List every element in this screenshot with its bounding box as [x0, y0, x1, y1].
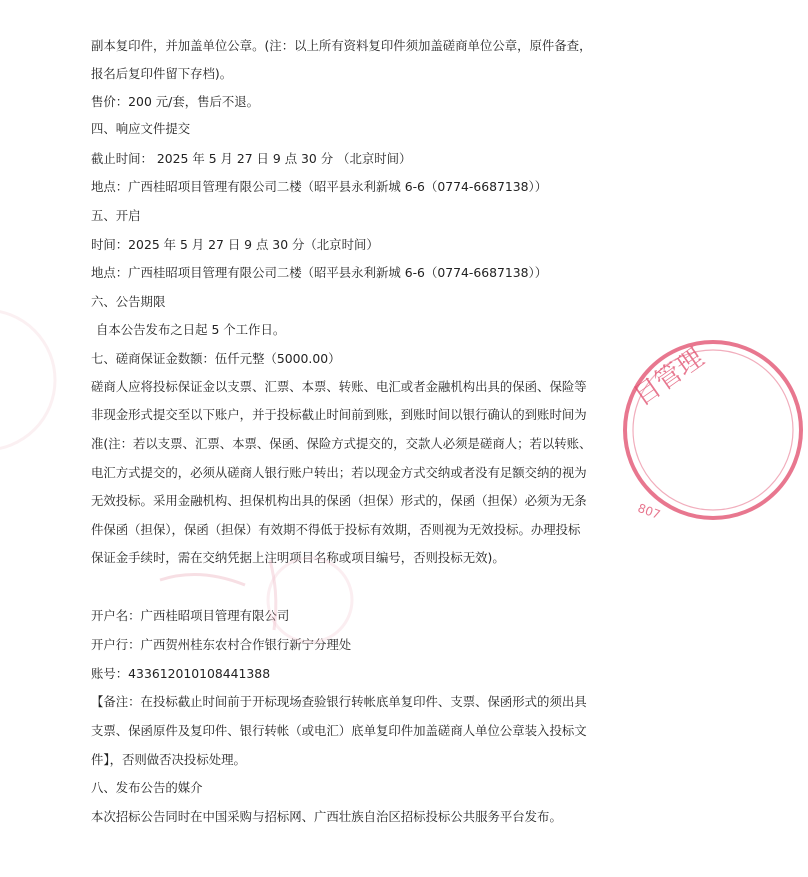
text-line: 准(注：若以支票、汇票、本票、保函、保险方式提交的，交款人必须是磋商人；若以转账、 — [91, 436, 592, 451]
faint-left-seal — [0, 300, 60, 460]
text-line: 账号：433612010108441388 — [91, 666, 271, 681]
text-line: 报名后复印件留下存档)。 — [91, 66, 233, 81]
text-line: 电汇方式提交的，必须从磋商人银行账户转出；若以现金方式交纳或者没有足额交纳的视为 — [91, 465, 587, 480]
text-line: 支票、保函原件及复印件、银行转帐（或电汇）底单复印件加盖磋商人单位公章装入投标文 — [91, 723, 587, 738]
text-line: 无效投标。采用金融机构、担保机构出具的保函（担保）形式的，保函（担保）必须为无条 — [91, 493, 587, 508]
text-line: 时间：2025 年 5 月 27 日 9 点 30 分（北京时间） — [91, 237, 379, 252]
text-line: 地点：广西桂昭项目管理有限公司二楼（昭平县永利新城 6-6（0774-6687138）） — [91, 179, 548, 194]
text-line: 本次招标公告同时在中国采购与招标网、广西壮族自治区招标投标公共服务平台发布。 — [91, 809, 562, 824]
official-seal-stamp — [618, 335, 808, 525]
section-heading: 八、发布公告的媒介 — [91, 780, 203, 795]
text-line: 地点：广西桂昭项目管理有限公司二楼（昭平县永利新城 6-6（0774-6687138）） — [91, 265, 548, 280]
text-line: 件保函（担保），保函（担保）有效期不得低于投标有效期，否则视为无效投标。办理投标 — [91, 522, 581, 537]
section-heading: 七、磋商保证金数额：伍仟元整（5000.00） — [91, 351, 341, 366]
text-line: 【备注：在投标截止时间前于开标现场查验银行转帐底单复印件、支票、保函形式的须出具 — [91, 694, 587, 709]
text-line: 截止时间： 2025 年 5 月 27 日 9 点 30 分 （北京时间） — [91, 151, 412, 166]
stamp-text-fragment: 目管理 — [628, 342, 710, 413]
text-line: 副本复印件，并加盖单位公章。(注：以上所有资料复印件须加盖磋商单位公章，原件备查， — [91, 38, 592, 53]
text-line: 件】，否则做否决投标处理。 — [91, 752, 246, 767]
text-line: 磋商人应将投标保证金以支票、汇票、本票、转账、电汇或者金融机构出具的保函、保险等 — [91, 379, 587, 394]
text-line: 自本公告发布之日起 5 个工作日。 — [96, 322, 286, 337]
text-line: 售价：200 元/套，售后不退。 — [91, 94, 260, 109]
faint-seal-mark — [150, 540, 370, 650]
text-line: 开户行：广西贺州桂东农村合作银行新宁分理处 — [91, 637, 352, 652]
section-heading: 四、响应文件提交 — [91, 121, 191, 136]
text-line: 非现金形式提交至以下账户，并于投标截止时间前到账，到账时间以银行确认的到账时间为 — [91, 407, 587, 422]
section-heading: 六、公告期限 — [91, 294, 166, 309]
stamp-number-fragment: 807 — [635, 500, 663, 522]
text-line: 开户名：广西桂昭项目管理有限公司 — [91, 608, 290, 623]
text-line: 保证金手续时，需在交纳凭据上注明项目名称或项目编号，否则投标无效)。 — [91, 550, 505, 565]
section-heading: 五、开启 — [91, 208, 141, 223]
